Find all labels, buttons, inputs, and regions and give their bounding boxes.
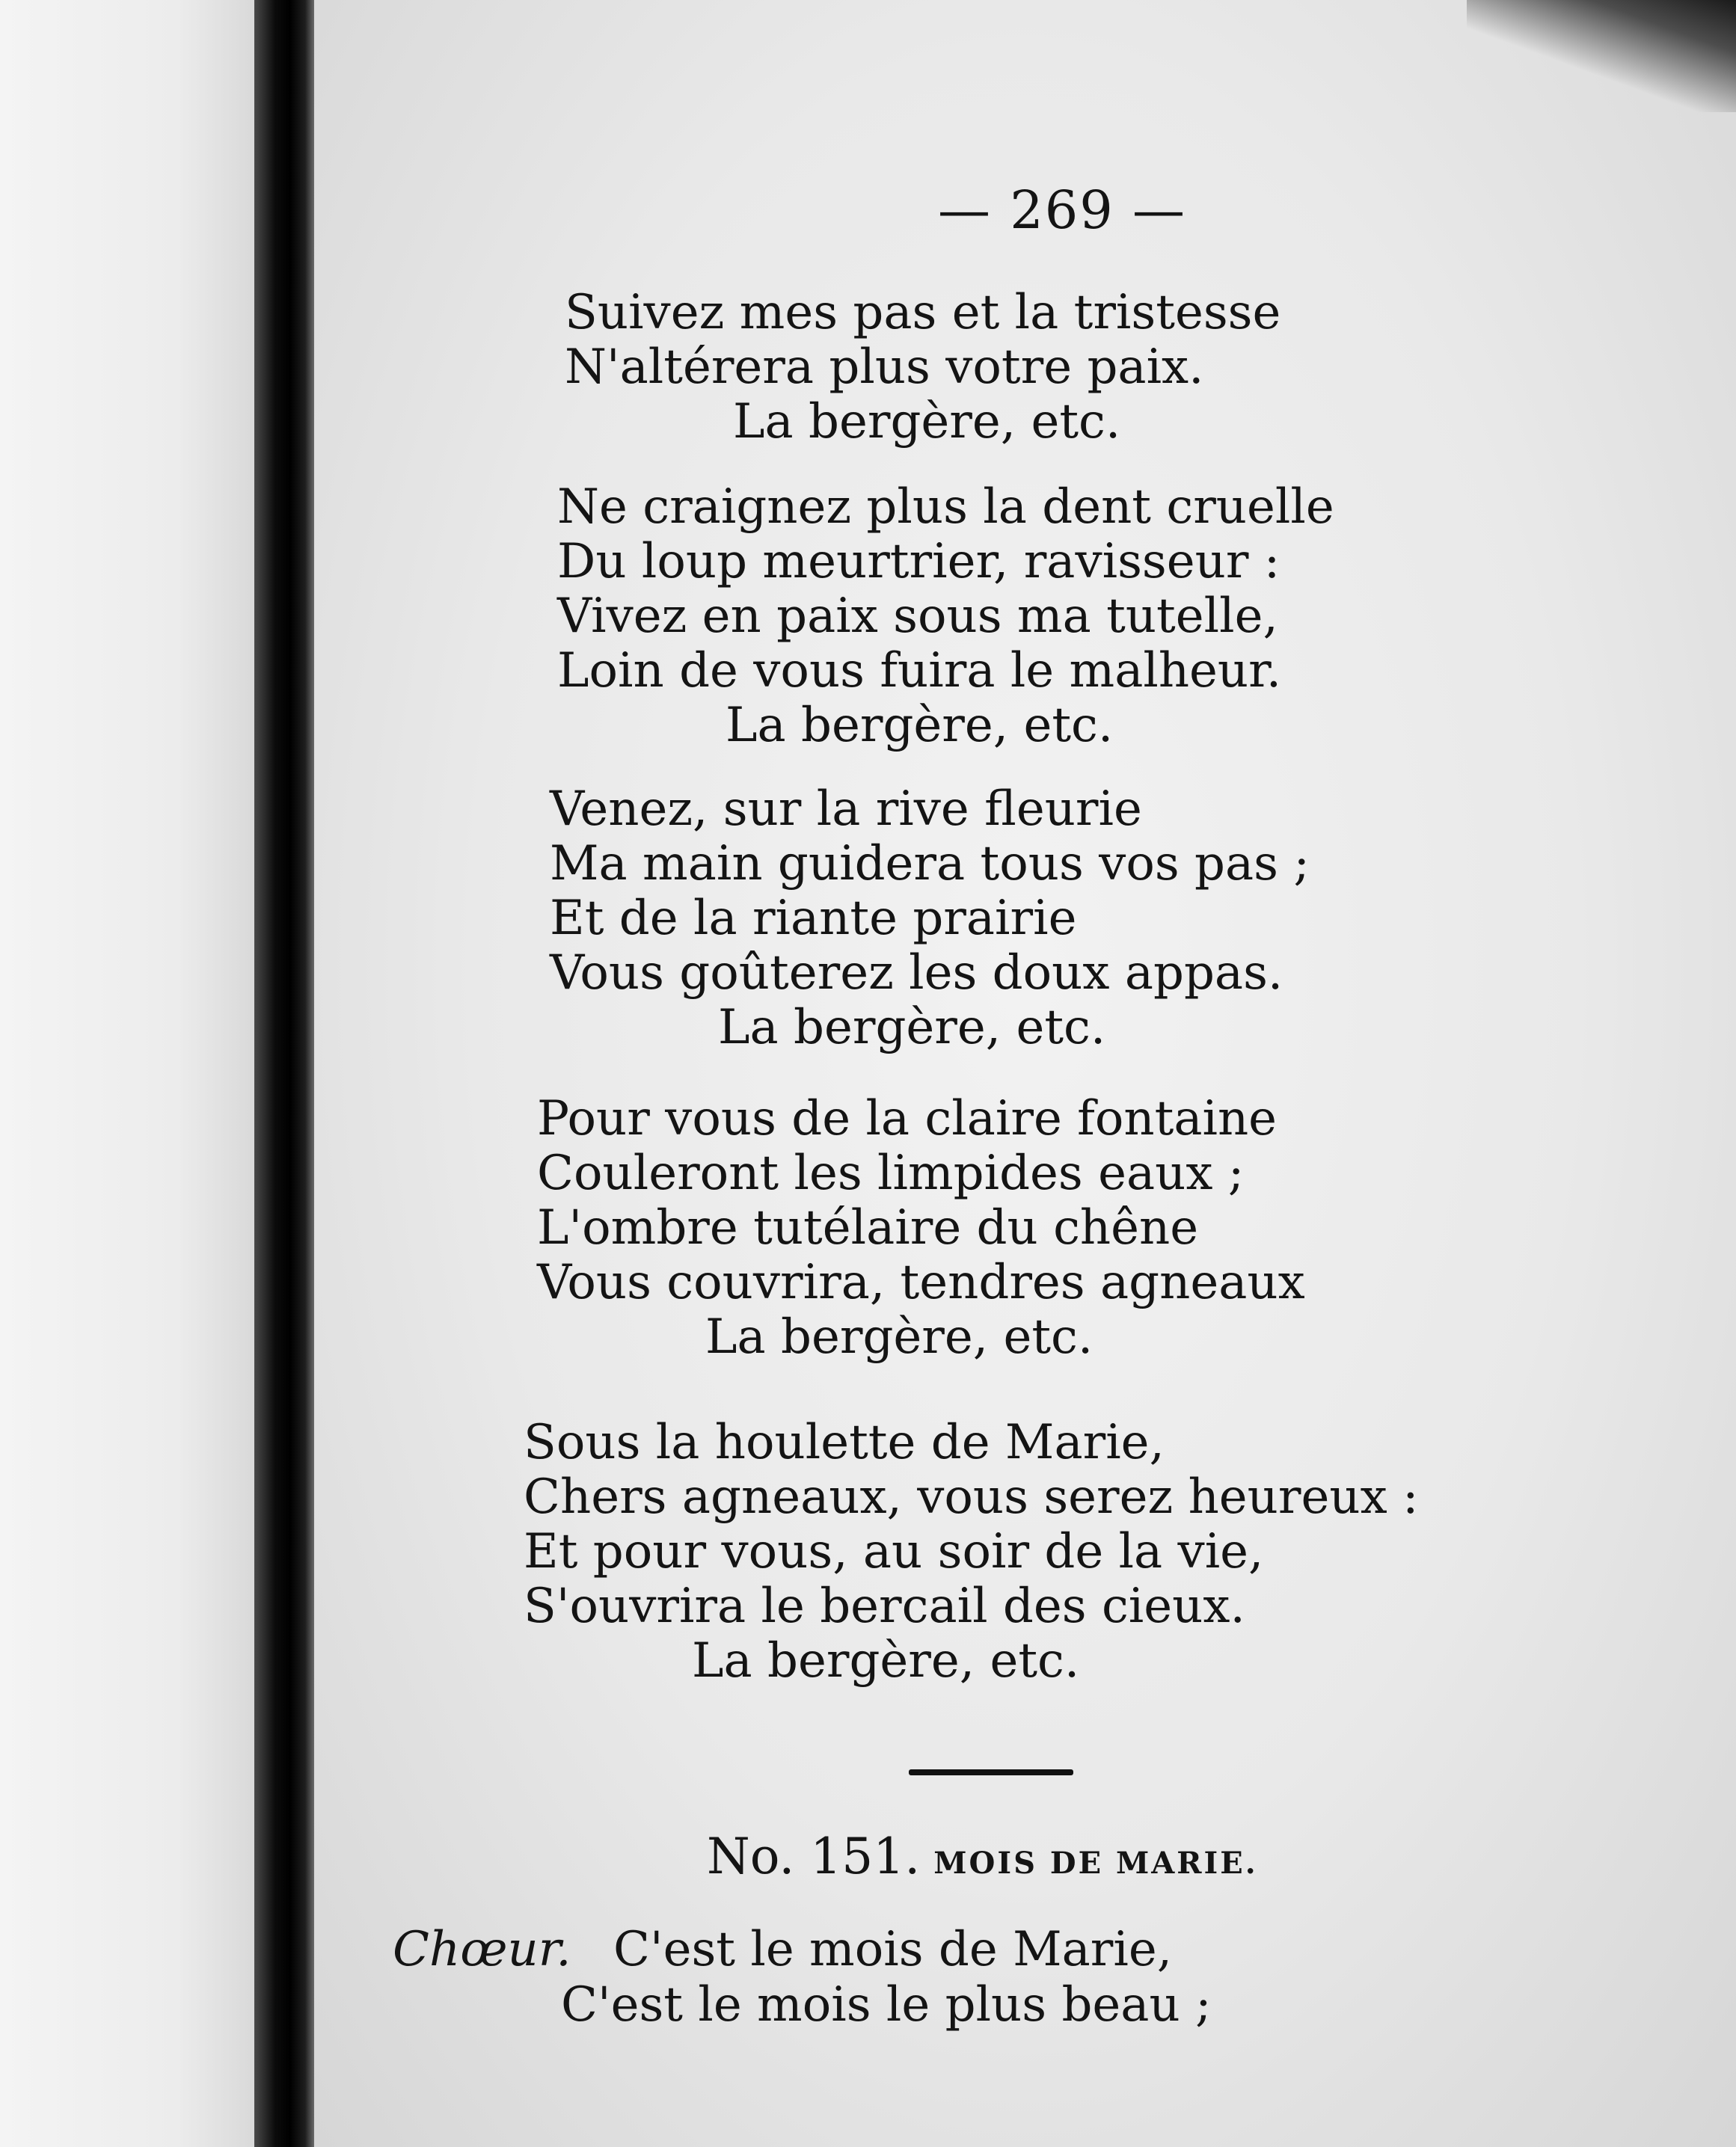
- verse-refrain: La bergère, etc.: [705, 1309, 1094, 1365]
- verse-line: Venez, sur la rive fleurie: [550, 781, 1142, 837]
- verse-line: Du loup meurtrier, ravisseur :: [557, 534, 1280, 589]
- verse-line: Loin de vous fuira le malheur.: [557, 643, 1282, 698]
- verse-refrain: La bergère, etc.: [692, 1633, 1080, 1689]
- chorus-line: [393, 1922, 1212, 1977]
- verse-line: Vous couvrira, tendres agneaux: [537, 1255, 1305, 1310]
- verse-5: [524, 1416, 1419, 1689]
- book-gutter: [254, 0, 314, 2147]
- verse-3: [550, 782, 1310, 1055]
- hymn-heading: [707, 1828, 1258, 1885]
- verse-line: S'ouvrira le bercail des cieux.: [524, 1579, 1245, 1634]
- verse-refrain: La bergère, etc.: [726, 698, 1114, 753]
- chorus-label: Chœur.: [393, 1922, 571, 1977]
- verse-line: N'altérera plus votre paix.: [565, 340, 1204, 395]
- verse-line: Et pour vous, au soir de la vie,: [524, 1524, 1264, 1579]
- verse-2: [557, 480, 1334, 753]
- verse-refrain: La bergère, etc.: [733, 394, 1121, 449]
- hymn-number: No. 151.: [707, 1828, 921, 1885]
- verse-line: Vivez en paix sous ma tutelle,: [557, 589, 1278, 644]
- chorus-line: C'est le mois le plus beau ;: [561, 1977, 1212, 2033]
- verse-refrain: La bergère, etc.: [718, 1000, 1106, 1055]
- chorus: [393, 1922, 1212, 2033]
- page-corner-shadow: [1467, 0, 1736, 112]
- verse-line: Vous goûterez les doux appas.: [550, 945, 1283, 1001]
- verse-line: L'ombre tutélaire du chêne: [537, 1200, 1199, 1256]
- verse-line: Chers agneaux, vous serez heureux :: [524, 1469, 1419, 1525]
- chorus-text: C'est le mois de Marie,: [613, 1922, 1173, 1977]
- verse-line: Ne craignez plus la dent cruelle: [557, 479, 1334, 535]
- verse-line: Et de la riante prairie: [550, 891, 1077, 946]
- verse-line: Pour vous de la claire fontaine: [537, 1091, 1278, 1146]
- section-divider: [909, 1769, 1073, 1775]
- page-number: — 269 —: [937, 179, 1187, 241]
- verse-line: Suivez mes pas et la tristesse: [565, 285, 1281, 340]
- hymn-title: MOIS DE MARIE.: [933, 1846, 1258, 1881]
- facing-page: [0, 0, 254, 2147]
- verse-line: Ma main guidera tous vos pas ;: [550, 836, 1310, 891]
- verse-4: [537, 1092, 1305, 1365]
- verse-line: Couleront les limpides eaux ;: [537, 1146, 1245, 1201]
- verse-1: [565, 286, 1280, 449]
- verse-line: Sous la houlette de Marie,: [524, 1415, 1165, 1470]
